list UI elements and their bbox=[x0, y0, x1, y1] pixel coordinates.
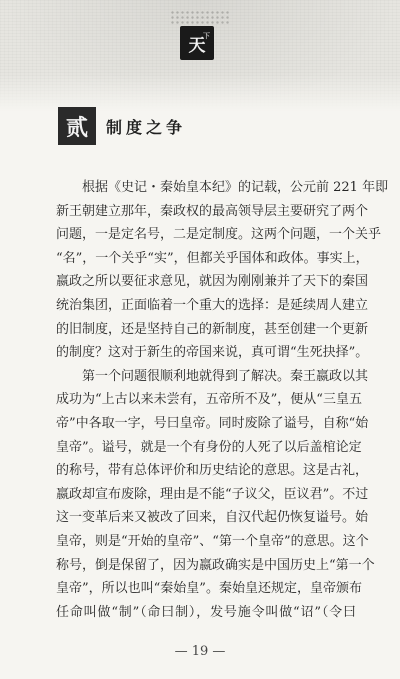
book-logo bbox=[180, 26, 214, 60]
text-line: 问题，一是定名号，二是定制度。这两个问题，一个关乎 bbox=[56, 227, 382, 243]
text-line: 这一变革后来又被改了回来，自汉代起仍恢复谥号。始 bbox=[56, 510, 369, 526]
text-line: 成功为“上古以来未尝有，五帝所不及”，便从“三皇五 bbox=[56, 392, 362, 408]
logo-mini-char: 下 bbox=[203, 31, 210, 40]
text-line: 第一个问题很顺利地就得到了解决。秦王嬴政以其 bbox=[82, 368, 369, 384]
text-line: 的旧制度，还是坚持自己的新制度，甚至创建一个更新 bbox=[56, 321, 369, 337]
section-heading bbox=[58, 106, 186, 146]
text-line: 根据《史记・秦始皇本纪》的记载，公元前 221 年即 bbox=[82, 180, 389, 195]
text-line: “名”，一个关乎“实”，但都关乎国体和政体。事实上， bbox=[56, 250, 369, 266]
text-line: 嬴政之所以要征求意见，就因为刚刚兼并了天下的秦国 bbox=[56, 274, 369, 290]
text-line: 嬴政却宣布废除，理由是不能“子议父，臣议君”。不过 bbox=[56, 486, 369, 502]
text-line: 皇帝”，所以也叫“秦始皇”。秦始皇还规定，皇帝颁布 bbox=[56, 581, 362, 597]
text-line: 帝”中各取一字，号曰皇帝。同时废除了谥号，自称“始 bbox=[56, 415, 369, 431]
body-text bbox=[56, 176, 389, 624]
dot-pattern bbox=[170, 10, 230, 24]
text-line: 新王朝建立那年，秦政权的最高领导层主要研究了两个 bbox=[56, 203, 369, 219]
text-line: 的制度？这对于新生的帝国来说，真可谓“生死抉择”。 bbox=[56, 345, 369, 361]
header-band bbox=[0, 0, 400, 112]
section-title: 制度之争 bbox=[106, 117, 187, 137]
text-line: 皇帝”。谥号，就是一个有身份的人死了以后盖棺论定 bbox=[56, 439, 362, 455]
logo-char: 天 bbox=[188, 35, 206, 56]
section-number-badge: 贰 bbox=[58, 107, 96, 145]
page-number: — 19 — bbox=[174, 644, 226, 659]
text-line: 任命叫做“制”（命曰制），发号施令叫做“诏”（令曰 bbox=[56, 604, 356, 620]
text-line: 称号，倒是保留了，因为嬴政确实是中国历史上“第一个 bbox=[56, 557, 375, 573]
text-line: 统治集团，正面临着一个重大的选择：是延续周人建立 bbox=[56, 297, 369, 313]
text-line: 的称号，带有总体评价和历史结论的意思。这是古礼， bbox=[56, 463, 369, 479]
text-line: 皇帝，则是“开始的皇帝”、“第一个皇帝”的意思。这个 bbox=[56, 533, 369, 549]
